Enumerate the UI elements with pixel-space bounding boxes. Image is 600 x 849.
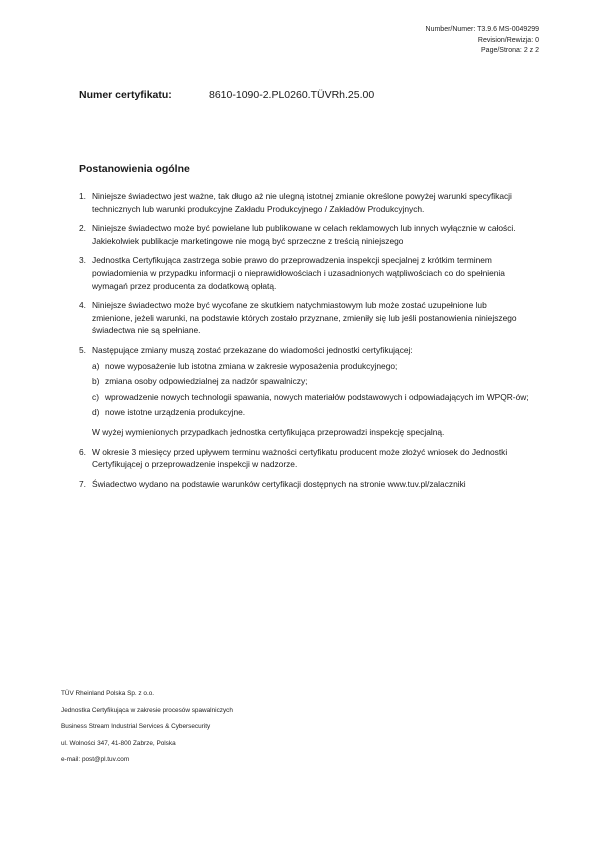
document-number: Number/Numer: T3.9.6 MS-0049299	[425, 26, 539, 33]
revision-number: Revision/Rewizja: 0	[477, 36, 539, 44]
sub-item-letter: c)	[92, 391, 99, 402]
item-text: Niniejsze świadectwo może być powielane lub publikowane w celach reklamowych lub innych wyłącznie w całości. Jakiekolwiek publikacje marketingowe nie mogą być sprzeczne z treścią niniejszego	[92, 223, 516, 246]
certificate-number-label: Numer certyfikatu:	[79, 89, 172, 101]
list-item	[79, 299, 529, 337]
document-footer	[61, 686, 233, 769]
item-number: 4.	[79, 300, 86, 311]
item-number: 5.	[79, 344, 86, 355]
document-header	[426, 25, 539, 57]
item-note: W wyżej wymienionych przypadkach jednostka certyfikująca przeprowadzi inspekcję specjalną.	[92, 426, 445, 437]
list-item	[79, 254, 529, 292]
item-text: Niniejsze świadectwo jest ważne, tak długo aż nie ulegną istotnej zmianie określone powyżej warunki specyfikacji technicznych lub warunki produkcyjne Zakładu Produkcyjnego / Zakładów Produkcyjnych.	[92, 191, 512, 214]
item-number: 2.	[79, 223, 86, 234]
sub-item-text: wprowadzenie nowych technologii spawania, nowych materiałów podstawowych i odpowiadających im WPQR-ów;	[105, 391, 529, 402]
page-number: Page/Strona: 2 z 2	[481, 47, 539, 54]
item-text: Świadectwo wydano na podstawie warunków certyfikacji dostępnych na stronie www.tuv.pl/zalaczniki	[92, 478, 466, 489]
item-number: 7.	[79, 478, 86, 489]
sub-item	[92, 406, 529, 419]
sub-item	[92, 360, 529, 373]
certificate-number-value: 8610-1090-2.PL0260.TÜVRh.25.00	[209, 89, 375, 101]
footer-email: e-mail: post@pl.tuv.com	[61, 756, 130, 763]
item-number: 6.	[79, 446, 86, 457]
item-text: W okresie 3 miesięcy przed upływem terminu ważności certyfikatu producent może złożyć wniosek do Jednostki Certyfikującej o przeprowadzenie inspekcji w nadzorze.	[92, 446, 508, 470]
item-number: 3.	[79, 255, 86, 266]
section-title: Postanowienia ogólne	[79, 163, 190, 175]
sub-item-text: zmiana osoby odpowiedzialnej za nadzór spawalniczy;	[105, 376, 308, 387]
list-item	[79, 478, 529, 491]
list-item	[79, 190, 529, 215]
footer-company: TÜV Rheinland Polska Sp. z o.o.	[61, 690, 155, 697]
footer-unit: Jednostka Certyfikująca w zakresie procesów spawalniczych	[61, 706, 233, 714]
sub-item	[92, 375, 529, 388]
sub-item	[92, 391, 529, 404]
list-item	[79, 446, 529, 471]
list-item	[79, 344, 529, 439]
footer-address: ul. Wolności 347, 41-800 Zabrze, Polska	[61, 739, 176, 747]
list-item	[79, 222, 529, 247]
sub-item-text: nowe istotne urządzenia produkcyjne.	[105, 407, 246, 418]
sub-item-text: nowe wyposażenie lub istotna zmiana w zakresie wyposażenia produkcyjnego;	[105, 360, 398, 371]
footer-business-stream: Business Stream Industrial Services & Cybersecurity	[61, 723, 211, 730]
provisions-list	[79, 190, 529, 497]
sub-item-letter: b)	[92, 376, 100, 387]
sub-item-letter: a)	[92, 360, 100, 371]
item-number: 1.	[79, 191, 86, 201]
sub-item-letter: d)	[92, 407, 100, 418]
item-text: Niniejsze świadectwo może być wycofane ze skutkiem natychmiastowym lub może zostać uzupełnione lub zmienione, jeżeli warunki, na podstawie których zostało przyznane, zmieniły się lub jeśli postanowienia niniejszego świadectwa nie są spełniane.	[92, 300, 517, 336]
item-text: Następujące zmiany muszą zostać przekazane do wiadomości jednostki certyfikującej:	[92, 344, 413, 355]
item-text: Jednostka Certyfikująca zastrzega sobie prawo do przeprowadzenia inspekcji specjalnej z krótkim terminem powiadomienia w przypadku informacji o nieprawidłowościach i uzasadnionych wątpliwościach co do spełnienia wymagań przez producenta za dodatkową opłatą.	[92, 255, 505, 291]
